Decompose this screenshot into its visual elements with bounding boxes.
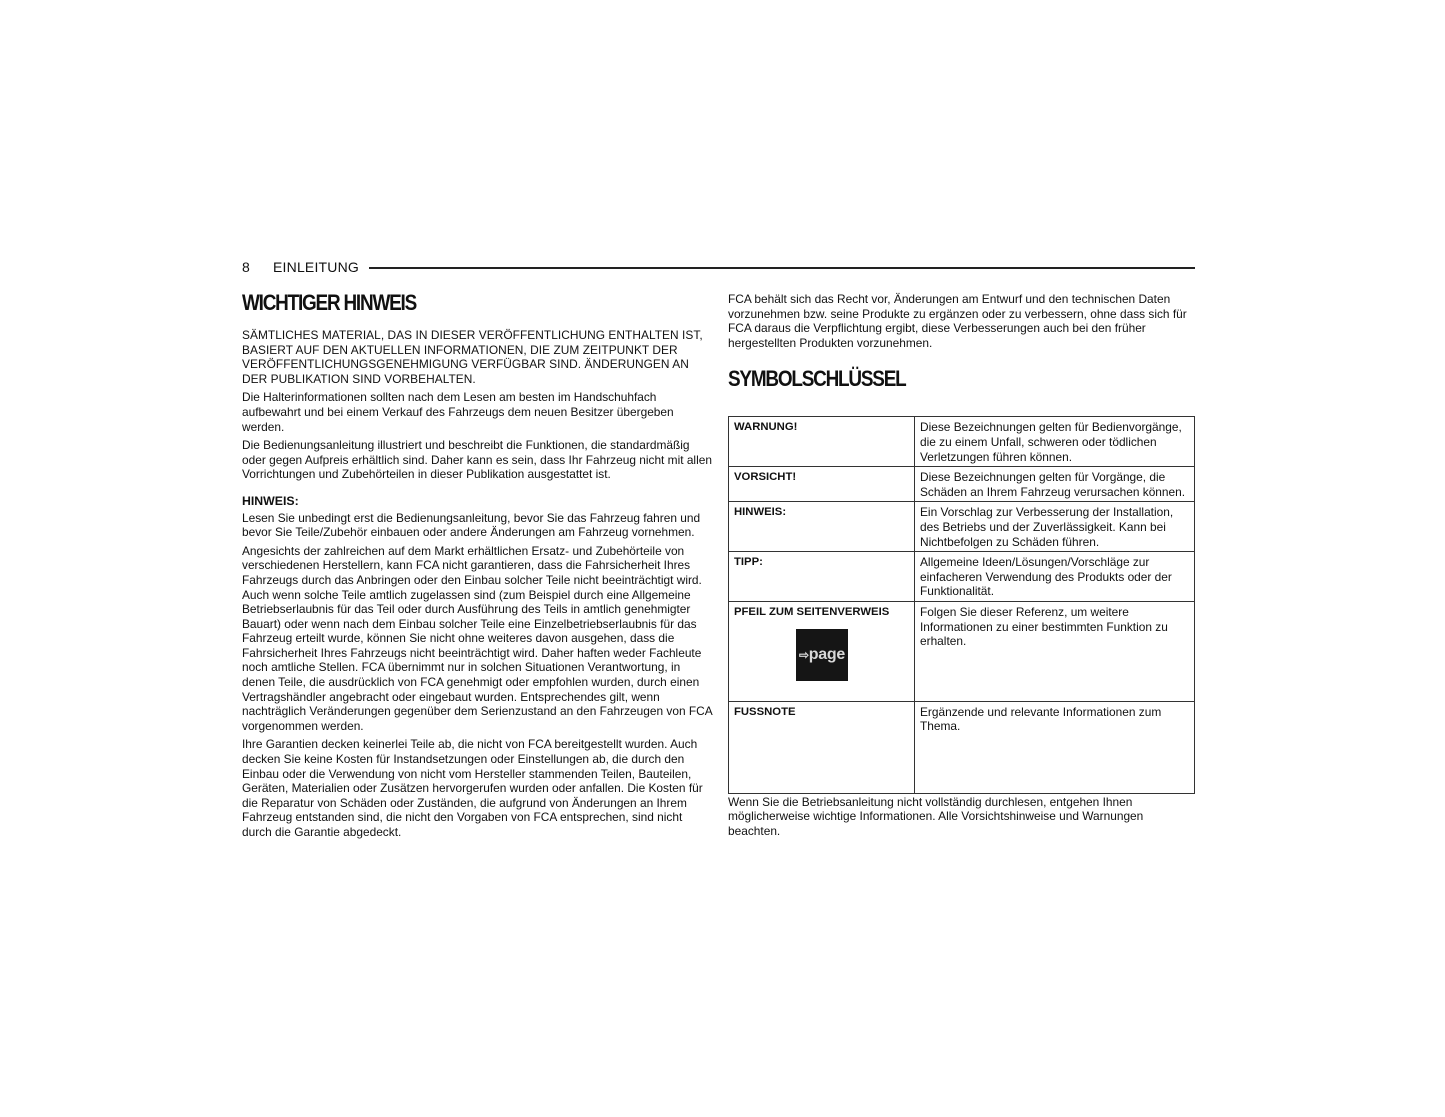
symbol-description: Ergänzende und relevante Informationen zum Thema.	[915, 701, 1195, 793]
symbol-description: Folgen Sie dieser Referenz, um weitere Informationen zu einer bestimmten Funktion zu erhalten.	[915, 601, 1195, 701]
symbol-label: FUSSNOTE	[729, 701, 915, 793]
table-row	[729, 417, 1195, 467]
symbol-label: WARNUNG!	[729, 417, 915, 467]
paragraph-accessories: Angesichts der zahlreichen auf dem Markt erhältlichen Ersatz- und Zubehörteile von verschiedenen Herstellern, kann FCA nicht garantieren, dass die Fahrsicherheit Ihres Fahrzeugs durch das Anbringen oder den Einbau solcher Teile nicht beeinträchtigt wird. Auch wenn solche Teile amtlich zugelassen sind (zum Beispiel durch eine Allgemeine Betriebserlaubnis für das Teil oder durch Ausführung des Teils in amtlich genehmigter Bauart) oder wenn nach dem Einbau solcher Teile eine Einzelbetriebserlaubnis für das Fahrzeug erteilt wurde, können Sie nicht ohne weiteres davon ausgehen, dass die Fahrsicherheit Ihres Fahrzeugs nicht beeinträchtigt wird. Daher haften weder Fachleute noch amtliche Stellen. FCA übernimmt nur in solchen Situationen Verantwortung, in denen Teile, die ausdrücklich von FCA genehmigt oder empfohlen wurden, durch einen Vertragshändler angebracht oder eingebaut wurden. Entsprechendes gilt, wenn nachträglich Veränderungen gegenüber dem Serienzustand an den Fahrzeugen von FCA vorgenommen werden.	[242, 543, 713, 733]
paragraph-read-manual: Wenn Sie die Betriebsanleitung nicht vollständig durchlesen, entgehen Ihnen möglicherweise wichtige Informationen. Alle Vorsichtshinweise und Warnungen beachten.	[728, 794, 1144, 838]
paragraph-changes: FCA behält sich das Recht vor, Änderungen am Entwurf und den technischen Daten vorzunehmen bzw. seine Produkte zu ergänzen oder zu verbessern, ohne dass sich für FCA daraus die Verpflichtung ergibt, diese Verbesserungen auch bei den früher hergestellten Produkten vorzunehmen.	[728, 292, 1187, 350]
symbol-description: Allgemeine Ideen/Lösungen/Vorschläge zur einfacheren Verwendung des Produkts oder der Funktionalität.	[915, 552, 1195, 602]
symbol-description: Ein Vorschlag zur Verbesserung der Installation, des Betriebs und der Zuverlässigkeit. Kann bei Nichtbefolgen zu Schäden führen.	[915, 502, 1195, 552]
symbol-key-table	[728, 416, 1195, 793]
table-row	[729, 467, 1195, 502]
symbol-label-cell	[729, 601, 915, 701]
symbol-label: TIPP:	[729, 552, 915, 602]
table-row	[729, 701, 1195, 793]
paragraph-warranty: Ihre Garantien decken keinerlei Teile ab, die nicht von FCA bereitgestellt wurden. Auch decken Sie keine Kosten für Instandsetzungen oder Einstellungen ab, die durch den Einbau oder die Verwendung von nicht vom Hersteller stammenden Teilen, Bauteilen, Geräten, Materialien oder Zusätzen hervorgerufen wurden oder anfallen. Die Kosten für die Reparatur von Schäden oder Zuständen, die aufgrund von Änderungen an Ihrem Fahrzeug entstanden sind, die nicht den Vorgaben von FCA entsprechen, sind nicht durch die Garantie abgedeckt.	[242, 737, 703, 839]
left-column	[242, 290, 712, 844]
heading-important-notice: WICHTIGER HINWEIS	[242, 290, 416, 315]
paragraph-owner-info: Die Halterinformationen sollten nach dem Lesen am besten im Handschuhfach aufbewahrt und bei einem Verkauf des Fahrzeugs dem neuen Besitzer übergeben werden.	[242, 390, 674, 434]
note-text: Lesen Sie unbedingt erst die Bedienungsanleitung, bevor Sie das Fahrzeug fahren und bevor Sie Teile/Zubehör einbauen oder andere Änderungen am Fahrzeug vornehmen.	[242, 510, 701, 540]
symbol-label: VORSICHT!	[729, 467, 915, 502]
page-icon-text: page	[808, 645, 845, 663]
page-reference-arrow-icon	[796, 629, 848, 681]
header-divider	[369, 267, 1195, 269]
symbol-description: Diese Bezeichnungen gelten für Bedienvorgänge, die zu einem Unfall, schweren oder tödlichen Verletzungen führen können.	[915, 417, 1195, 467]
symbol-label: PFEIL ZUM SEITENVERWEIS	[734, 605, 890, 618]
page-header	[242, 259, 1195, 279]
note-heading: HINWEIS:	[242, 493, 299, 508]
symbol-label: HINWEIS:	[729, 502, 915, 552]
right-column	[728, 292, 1195, 842]
table-row	[729, 601, 1195, 701]
arrow-glyph: ⇨	[799, 647, 809, 662]
symbol-description: Diese Bezeichnungen gelten für Vorgänge, die Schäden an Ihrem Fahrzeug verursachen können.	[915, 467, 1195, 502]
caps-disclaimer: SÄMTLICHES MATERIAL, DAS IN DIESER VERÖFFENTLICHUNG ENTHALTEN IST, BASIERT AUF DEN AKTUELLEN INFORMATIONEN, DIE ZUM ZEITPUNKT DER VERÖFFENTLICHUNGSGENEHMIGUNG VERFÜGBAR SIND. ÄNDERUNGEN AN DER PUBLIKATION SIND VORBEHALTEN.	[242, 328, 703, 386]
heading-symbol-key: SYMBOLSCHLÜSSEL	[728, 366, 906, 392]
page-number: 8	[242, 259, 250, 275]
section-title: EINLEITUNG	[273, 259, 360, 275]
table-row	[729, 502, 1195, 552]
table-row	[729, 552, 1195, 602]
paragraph-manual-scope: Die Bedienungsanleitung illustriert und beschreibt die Funktionen, die standardmäßig oder gegen Aufpreis erhältlich sind. Daher kann es sein, dass Ihr Fahrzeug nicht mit allen Vorrichtungen und Zubehörteilen in dieser Publikation ausgestattet ist.	[242, 438, 712, 482]
